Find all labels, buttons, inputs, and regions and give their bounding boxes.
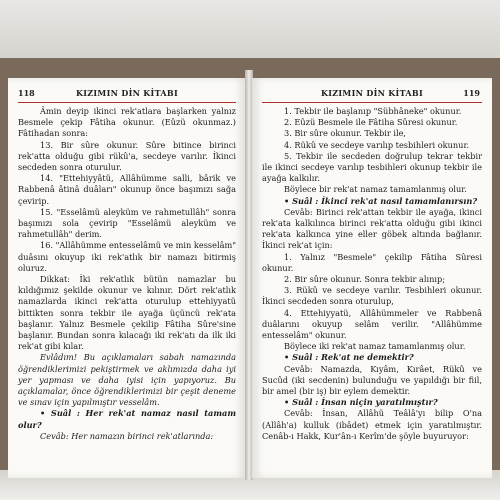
paragraph: Böylece iki rek'at namaz tamamlanmış olur. [284, 341, 466, 352]
paragraph: Evlâdım! Bu açıklamaları sabah namazında öğrendiklerimizi pekiştirmek ve aklımızda daha iyi yer yapması ve daha iyisi için yapıyoruz. Bu açıklamalar, önce öğrendiklerimizi bir çeşit deneme ve sınav için yapılmıştır vesselâm. [18, 352, 236, 408]
book-top-edge [0, 0, 500, 58]
list-item: 1. Tekbir ile başlanıp "Sübhâneke" okunur. [284, 106, 462, 116]
list-item: 4. Rükû ve secdeye varılıp tesbihleri okunur. [284, 139, 470, 150]
right-page-number: 119 [463, 88, 480, 98]
question: • Suâl : Her rek'at namaz nasıl tamam olur? [18, 408, 236, 430]
answer: Cevâb: Her namazın birinci rek'atlarında: [40, 430, 214, 441]
answer: Cevâb: İnsan, Allâhü Teâlâ'yı bilip O'na (Allâh'a) kulluk (ibâdet) etmek için yaratılmıştır. Cenâb-ı Hakk, Kur'ân-ı Kerîm'de şöyle buyuruyor: [262, 408, 482, 441]
right-header-rule [262, 102, 482, 103]
left-page-title: KIZIMIN DİN KİTABI [75, 88, 179, 98]
answer: Cevâb: Birinci rek'attan tekbir ile ayağa, ikinci rek'ata kalkılınca birinci rek'atta olduğu gibi ikinci rek'ata kalkınca yine eller göbek altında bağlanır. İkinci rek'at için: [262, 206, 482, 251]
list-item: 2. Eûzü Besmele ile Fâtiha Sûresi okunur. [284, 117, 458, 128]
list-item: 3. Rükû ve secdeye varılır. Tesbihleri okunur. İkinci secdeden sonra oturulup, [262, 285, 482, 307]
paragraph: Âmin deyip ikinci rek'atlara başlarken yalnız Besmele çekip Fâtiha okunur. (Eûzü okunmaz.) Fâtihadan sonra: [18, 106, 236, 139]
left-page-header [8, 88, 246, 102]
right-page-title: KIZIMIN DİN KİTABI [320, 88, 424, 98]
question: • Suâl : Rek'at ne demektir? [284, 352, 414, 363]
list-item: 4. Ettehiyyatü, Allâhümmeler ve Rabbenâ duâlarını okuyup selâm verilir. "Allâhümme entesselâm" okunur. [262, 307, 482, 341]
list-item: 5. Tekbir ile secdeden doğrulup tekrar tekbir ile ikinci secdeye varılıp tesbihleri okunup tekbir ile ayağa kalkılır. [262, 150, 482, 184]
question: • Suâl : İnsan niçin yaratılmıştır? [284, 397, 438, 408]
left-header-rule [18, 102, 236, 103]
right-page-body [262, 106, 482, 442]
left-page-number: 118 [18, 88, 35, 98]
paragraph: 16. "Allâhümme entesselâmü ve min kesselâm" duâsını okuyup iki rek'atlık bir namazı bitirmiş oluruz. [18, 240, 237, 273]
list-item: 2. Bir sûre okunur. Sonra tekbir alınıp; [284, 274, 446, 285]
question: • Suâl : İkinci rek'at nasıl tamamlanırsın? [284, 195, 478, 206]
right-page-header [252, 88, 492, 102]
paragraph: Böylece bir rek'at namaz tamamlanmış olur. [284, 184, 467, 195]
answer: Cevâb: Namazda, Kıyâm, Kırâet, Rükû ve Sucûd (iki secdenin) bulunduğu ve yapıldığı bir fiil, bir amel (bir iş) bir eylem demektir. [262, 363, 482, 397]
paragraph: 15. "Esselâmü aleyküm ve rahmetullâh" sonra başımızı sola çevirip "Esselâmü aleyküm ve rahmetullâh" derim. [18, 206, 236, 240]
left-page [8, 78, 246, 478]
left-page-body [18, 106, 236, 442]
right-page [252, 78, 492, 478]
paragraph: 14. "Ettehiyyâtü, Allâhümme salli, bârik ve Rabbenâ âtinâ duâları" okunup önce başımızı sağa çevirip. [18, 173, 236, 206]
list-item: 1. Yalnız "Besmele" çekilip Fâtiha Sûresi okunur. [262, 251, 482, 273]
list-item: 3. Bir sûre okunur. Tekbir ile, [284, 128, 407, 139]
paragraph: Dikkat: İki rek'atlık bütün namazlar bu kıldığımız şekilde okunur ve kılınır. Dört rek'atlık namazlarda ikinci rek'atta oturulup ettehiyyatü bittikten sonra tekbir ile ayağa üçüncü rek'ata başlanır. Yalnız Besmele çekilip Fâtiha Sûre'sine başlanır. Bundan sonra kılacağı iki rek'atı da ilk iki rek'at gibi kılar. [18, 274, 236, 352]
paragraph: 13. Bir sûre okunur. Sûre bitince birinci rek'atta olduğu gibi rükû'a, secdeye varılır. İkinci secdeden sonra oturulur. [18, 139, 236, 173]
